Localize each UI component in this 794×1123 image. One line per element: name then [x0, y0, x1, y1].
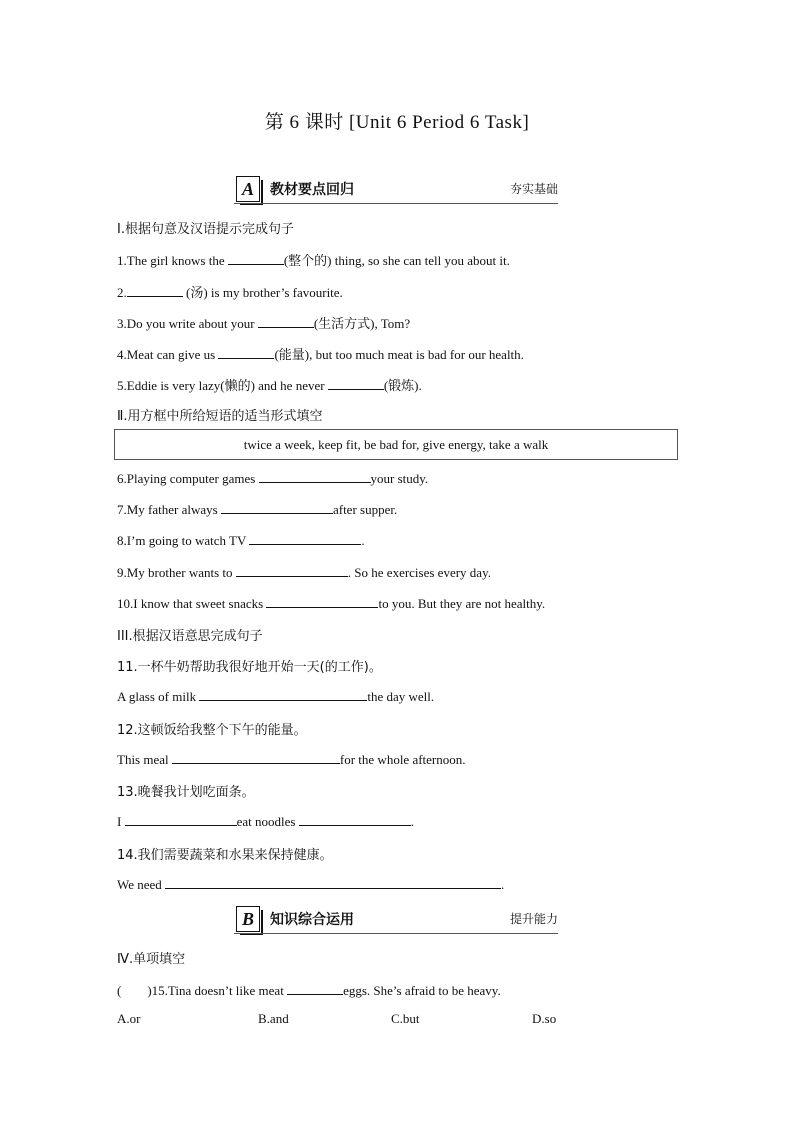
question-14-text-a: We need — [117, 877, 166, 892]
question-3-text-a: 3.Do you write about your — [117, 316, 258, 331]
part4-heading: Ⅳ.单项填空 — [117, 952, 186, 967]
answer-blank[interactable] — [199, 688, 367, 701]
question-11-text-b: the day well. — [367, 689, 435, 704]
option-d[interactable]: D.so — [532, 1011, 557, 1026]
answer-blank[interactable] — [218, 346, 274, 359]
section-a-tag: 夯实基础 — [509, 182, 558, 196]
question-11-chinese: 11.一杯牛奶帮助我很好地开始一天(的工作)。 — [117, 660, 382, 675]
answer-blank[interactable] — [125, 813, 237, 826]
answer-blank[interactable] — [221, 501, 333, 514]
question-2 — [117, 282, 343, 301]
question-15-text-a: ( )15.Tina doesn’t like meat — [117, 983, 288, 998]
question-3-text-b: (生活方式), Tom? — [313, 316, 411, 331]
part2-heading: Ⅱ.用方框中所给短语的适当形式填空 — [117, 409, 323, 424]
section-b-tag: 提升能力 — [509, 912, 558, 926]
question-1 — [117, 250, 510, 269]
question-6 — [117, 470, 428, 487]
question-12-text-a: This meal — [117, 752, 172, 767]
question-9-text-b: . So he exercises every day. — [347, 565, 491, 580]
question-9-text-a: 9.My brother wants to — [117, 565, 236, 580]
question-8-text-a: 8.I’m going to watch TV — [117, 533, 250, 548]
answer-blank[interactable] — [258, 315, 314, 328]
question-2-text-a: 2. — [117, 285, 127, 300]
question-8 — [117, 532, 365, 549]
answer-blank[interactable] — [228, 252, 284, 265]
question-11 — [117, 688, 434, 705]
question-7-text-a: 7.My father always — [117, 502, 221, 517]
question-10 — [117, 595, 545, 612]
question-13 — [117, 813, 414, 830]
question-7 — [117, 501, 397, 518]
question-5-text-a: 5.Eddie is very lazy(懒的) and he never — [117, 378, 328, 393]
section-b-divider — [234, 933, 558, 934]
answer-blank[interactable] — [236, 564, 348, 577]
answer-blank[interactable] — [287, 982, 343, 995]
question-11-text-a: A glass of milk — [117, 689, 200, 704]
section-a-label: 教材要点回归 — [270, 182, 354, 198]
question-1-text-b: (整个的) thing, so she can tell you about it. — [283, 253, 510, 268]
section-a-banner — [234, 176, 558, 204]
part1-heading: Ⅰ.根据句意及汉语提示完成句子 — [117, 222, 294, 237]
question-15-text-b: eggs. She’s afraid to be heavy. — [343, 983, 501, 998]
question-3 — [117, 313, 410, 332]
question-8-text-b: . — [361, 533, 365, 548]
question-12 — [117, 751, 466, 768]
answer-blank[interactable] — [249, 532, 361, 545]
question-7-text-b: after supper. — [332, 502, 398, 517]
question-10-text-b: to you. But they are not healthy. — [378, 596, 546, 611]
answer-blank[interactable] — [165, 876, 501, 889]
question-13-chinese: 13.晚餐我计划吃面条。 — [117, 785, 255, 800]
answer-blank[interactable] — [299, 813, 411, 826]
question-13-text-a: I — [117, 814, 125, 829]
question-1-text-a: 1.The girl knows the — [117, 253, 228, 268]
answer-blank[interactable] — [328, 377, 384, 390]
question-4 — [117, 344, 524, 363]
answer-blank[interactable] — [172, 751, 340, 764]
answer-blank[interactable] — [127, 284, 183, 297]
section-b-banner — [234, 906, 558, 934]
answer-blank[interactable] — [266, 595, 378, 608]
question-6-text-b: your study. — [370, 471, 429, 486]
question-12-chinese: 12.这顿饭给我整个下午的能量。 — [117, 723, 307, 738]
question-6-text-a: 6.Playing computer games — [117, 471, 259, 486]
question-9 — [117, 564, 491, 581]
question-13-text-b: eat noodles — [236, 814, 299, 829]
page-title: 第 6 课时 [Unit 6 Period 6 Task] — [264, 112, 530, 133]
question-10-text-a: 10.I know that sweet snacks — [117, 596, 267, 611]
section-a-badge: A — [236, 176, 260, 202]
question-14-text-b: . — [501, 877, 505, 892]
option-c[interactable]: C.but — [391, 1011, 420, 1026]
option-b[interactable]: B.and — [258, 1011, 289, 1026]
question-5-text-b: (锻炼). — [383, 378, 422, 393]
question-2-text-b: (汤) is my brother’s favourite. — [182, 285, 343, 300]
question-14-chinese: 14.我们需要蔬菜和水果来保持健康。 — [117, 848, 333, 863]
question-5 — [117, 375, 422, 394]
answer-blank[interactable] — [259, 470, 371, 483]
question-15 — [117, 980, 501, 999]
question-4-text-a: 4.Meat can give us — [117, 347, 219, 362]
part3-heading: III.根据汉语意思完成句子 — [117, 629, 263, 644]
option-a[interactable]: A.or — [117, 1011, 141, 1026]
question-13-text-c: . — [410, 814, 414, 829]
question-14 — [117, 876, 504, 893]
section-a-divider — [234, 203, 558, 204]
section-b-label: 知识综合运用 — [270, 912, 354, 928]
word-box: twice a week, keep fit, be bad for, give energy, take a walk — [114, 429, 678, 460]
section-b-badge: B — [236, 906, 260, 932]
question-12-text-b: for the whole afternoon. — [339, 752, 466, 767]
question-4-text-b: (能量), but too much meat is bad for our health. — [274, 347, 524, 362]
